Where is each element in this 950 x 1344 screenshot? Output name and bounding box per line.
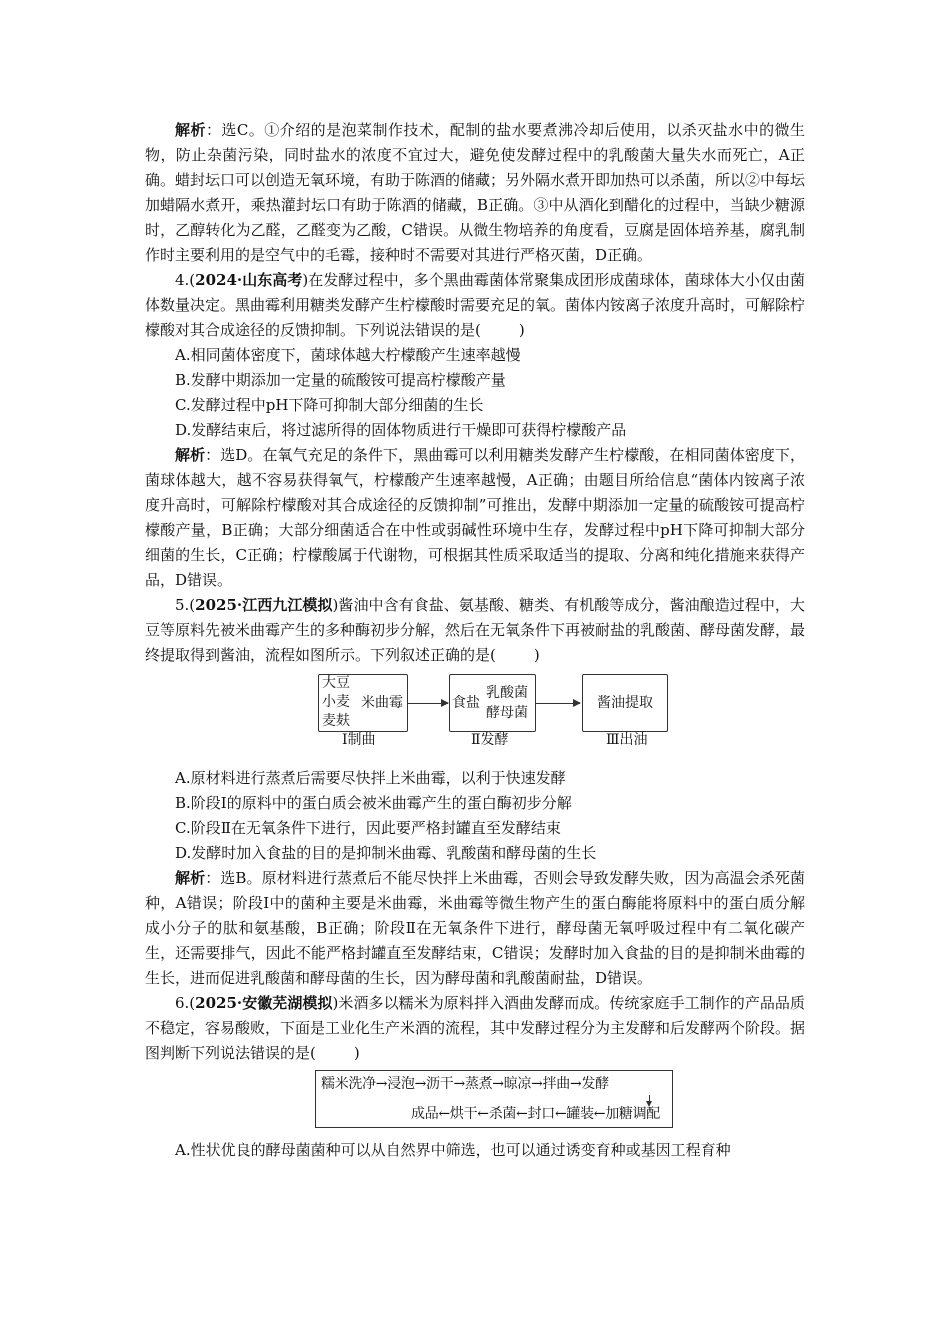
option-d: D.发酵时加入食盐的目的是抑制米曲霉、乳酸菌和酵母菌的生长 bbox=[175, 844, 597, 862]
material-bran: 麦麸 bbox=[322, 713, 350, 729]
q4-analysis bbox=[145, 443, 805, 593]
option-a: A.性状优良的酵母菌菌种可以从自然界中筛选，也可以通过诱变育种或基因工程育种 bbox=[175, 1141, 731, 1159]
analysis-text: ：选C。①介绍的是泡菜制作技术，配制的盐水要煮沸冷却后使用，以杀灭盐水中的微生物，防止杂菌污染，同时盐水的浓度不宜过大，避免使发酵过程中的乳酸菌大量失水而死亡，A正确。蜡封坛口可以创造无氧环境，有助于陈酒的储藏；另外隔水煮开即加热可以杀菌，所以②中每坛加蜡隔水煮开，乘热灌封坛口有助于陈酒的储藏，B正确。③中从酒化到醋化的过程中，当缺少糖源时，乙醇转化为乙醛，乙醛变为乙酸，C错误。从微生物培养的角度看，豆腐是固体培养基，腐乳制作时主要利用的是空气中的毛霉，接种时不需要对其进行严格灭菌，D正确。 bbox=[145, 121, 806, 264]
caption-stage2: Ⅱ发酵 bbox=[471, 732, 509, 748]
question-text: )酱油中含有食盐、氨基酸、糖类、有机酸等成分，酱油酿造过程中，大豆等原料先被米曲霉产生的多种酶初步分解，然后在无氧条件下再被耐盐的乳酸菌、酵母菌发酵，最终提取得到酱油，流程如图所示。下列叙述正确的是( bbox=[145, 596, 806, 664]
stage1-box bbox=[318, 674, 408, 732]
flow-frame bbox=[315, 1070, 673, 1128]
extraction-label: 酱油提取 bbox=[597, 695, 653, 711]
stage2-box bbox=[449, 674, 536, 732]
paren-close: ) bbox=[353, 1044, 360, 1062]
aspergillus-label: 米曲霉 bbox=[361, 695, 403, 711]
option-b: B.发酵中期添加一定量的硫酸铵可提高柠檬酸产量 bbox=[175, 371, 506, 389]
flow-row-2: 成品←烘干←杀菌←封口←罐装←加糖调配 bbox=[411, 1106, 660, 1122]
q3-analysis bbox=[145, 118, 805, 268]
option-c: C.发酵过程中pH下降可抑制大部分细菌的生长 bbox=[175, 396, 484, 414]
question-source: 2025·江西九江模拟 bbox=[195, 596, 333, 614]
caption-stage3: Ⅲ出油 bbox=[606, 732, 648, 748]
question-text: )在发酵过程中，多个黑曲霉菌体常聚集成团形成菌球体，菌球体大小仅由菌体数量决定。黑曲霉利用糖类发酵产生柠檬酸时需要充足的氧。菌体内铵离子浓度升高时，可解除柠檬酸对其合成途径的反馈抑制。下列说法错误的是( bbox=[145, 271, 806, 339]
paren-close: ) bbox=[533, 646, 540, 664]
option-c: C.阶段Ⅱ在无氧条件下进行，因此要严格封罐直至发酵结束 bbox=[175, 819, 561, 837]
q6-stem bbox=[145, 991, 805, 1066]
flow-row-1: 糯米洗净→浸泡→沥干→蒸煮→晾凉→拌曲→发酵 bbox=[321, 1076, 609, 1092]
question-text: )米酒多以糯米为原料拌入酒曲发酵而成。传统家庭手工制作的产品品质不稳定，容易酸败，下面是工业化生产米酒的流程，其中发酵过程分为主发酵和后发酵两个阶段。据图判断下列说法错误的是( bbox=[145, 994, 806, 1062]
option-a: A.相同菌体密度下，菌球体越大柠檬酸产生速率越慢 bbox=[175, 346, 521, 364]
rice-wine-flow-diagram bbox=[145, 1070, 805, 1132]
material-wheat: 小麦 bbox=[322, 694, 350, 710]
question-number: 4.( bbox=[175, 271, 196, 289]
analysis-text: ：选D。在氧气充足的条件下，黑曲霉可以利用糖类发酵产生柠檬酸，在相同菌体密度下，菌球体越大，越不容易获得氧气，柠檬酸产生速率越慢，A正确；由题目所给信息“菌体内铵离子浓度升高时，可解除柠檬酸对其合成途径的反馈抑制”可推出，发酵中期添加一定量的硫酸铵可提高柠檬酸产量，B正确；大部分细菌适合在中性或弱碱性环境中生存，发酵过程中pH下降可抑制大部分细菌的生长，C正确；柠檬酸属于代谢物，可根据其性质采取适当的提取、分离和纯化措施来获得产品，D错误。 bbox=[145, 446, 805, 589]
arrow-2-3 bbox=[536, 703, 580, 704]
soy-sauce-flow-diagram bbox=[145, 670, 805, 752]
material-soybean: 大豆 bbox=[322, 675, 350, 691]
caption-stage1: Ⅰ制曲 bbox=[342, 732, 376, 748]
q5-analysis bbox=[145, 866, 805, 991]
lactobacillus-label: 乳酸菌 bbox=[486, 685, 528, 701]
q4-stem bbox=[145, 268, 805, 343]
salt-label: 食盐 bbox=[452, 695, 480, 711]
arrow-1-2 bbox=[408, 703, 448, 704]
question-number: 6.( bbox=[175, 994, 196, 1012]
analysis-label: 解析 bbox=[175, 446, 206, 464]
stage3-box bbox=[582, 674, 668, 732]
analysis-label: 解析 bbox=[175, 869, 206, 887]
option-b: B.阶段Ⅰ的原料中的蛋白质会被米曲霉产生的蛋白酶初步分解 bbox=[175, 794, 572, 812]
analysis-text: ：选B。原材料进行蒸煮后不能尽快拌上米曲霉，否则会导致发酵失败，因为高温会杀死菌种，A错误；阶段Ⅰ中的菌种主要是米曲霉，米曲霉等微生物产生的蛋白酶能将原料中的蛋白质分解成小分子的肽和氨基酸，B正确；阶段Ⅱ在无氧条件下进行，酵母菌无氧呼吸过程中有二氧化碳产生，还需要排气，因此不能严格封罐直至发酵结束，C错误；发酵时加入食盐的目的是抑制米曲霉的生长，进而促进乳酸菌和酵母菌的生长，因为酵母菌和乳酸菌耐盐，D错误。 bbox=[145, 869, 805, 987]
question-source: 2024·山东高考 bbox=[195, 271, 303, 289]
question-source: 2025·安徽芜湖模拟 bbox=[195, 994, 333, 1012]
document-content bbox=[145, 118, 805, 1163]
q5-stem bbox=[145, 593, 805, 668]
option-a: A.原材料进行蒸煮后需要尽快拌上米曲霉，以利于快速发酵 bbox=[175, 769, 566, 787]
paren-close: ) bbox=[518, 321, 525, 339]
analysis-label: 解析 bbox=[175, 121, 206, 139]
option-d: D.发酵结束后，将过滤所得的固体物质进行干燥即可获得柠檬酸产品 bbox=[175, 421, 627, 439]
yeast-label: 酵母菌 bbox=[486, 705, 528, 721]
question-number: 5.( bbox=[175, 596, 196, 614]
